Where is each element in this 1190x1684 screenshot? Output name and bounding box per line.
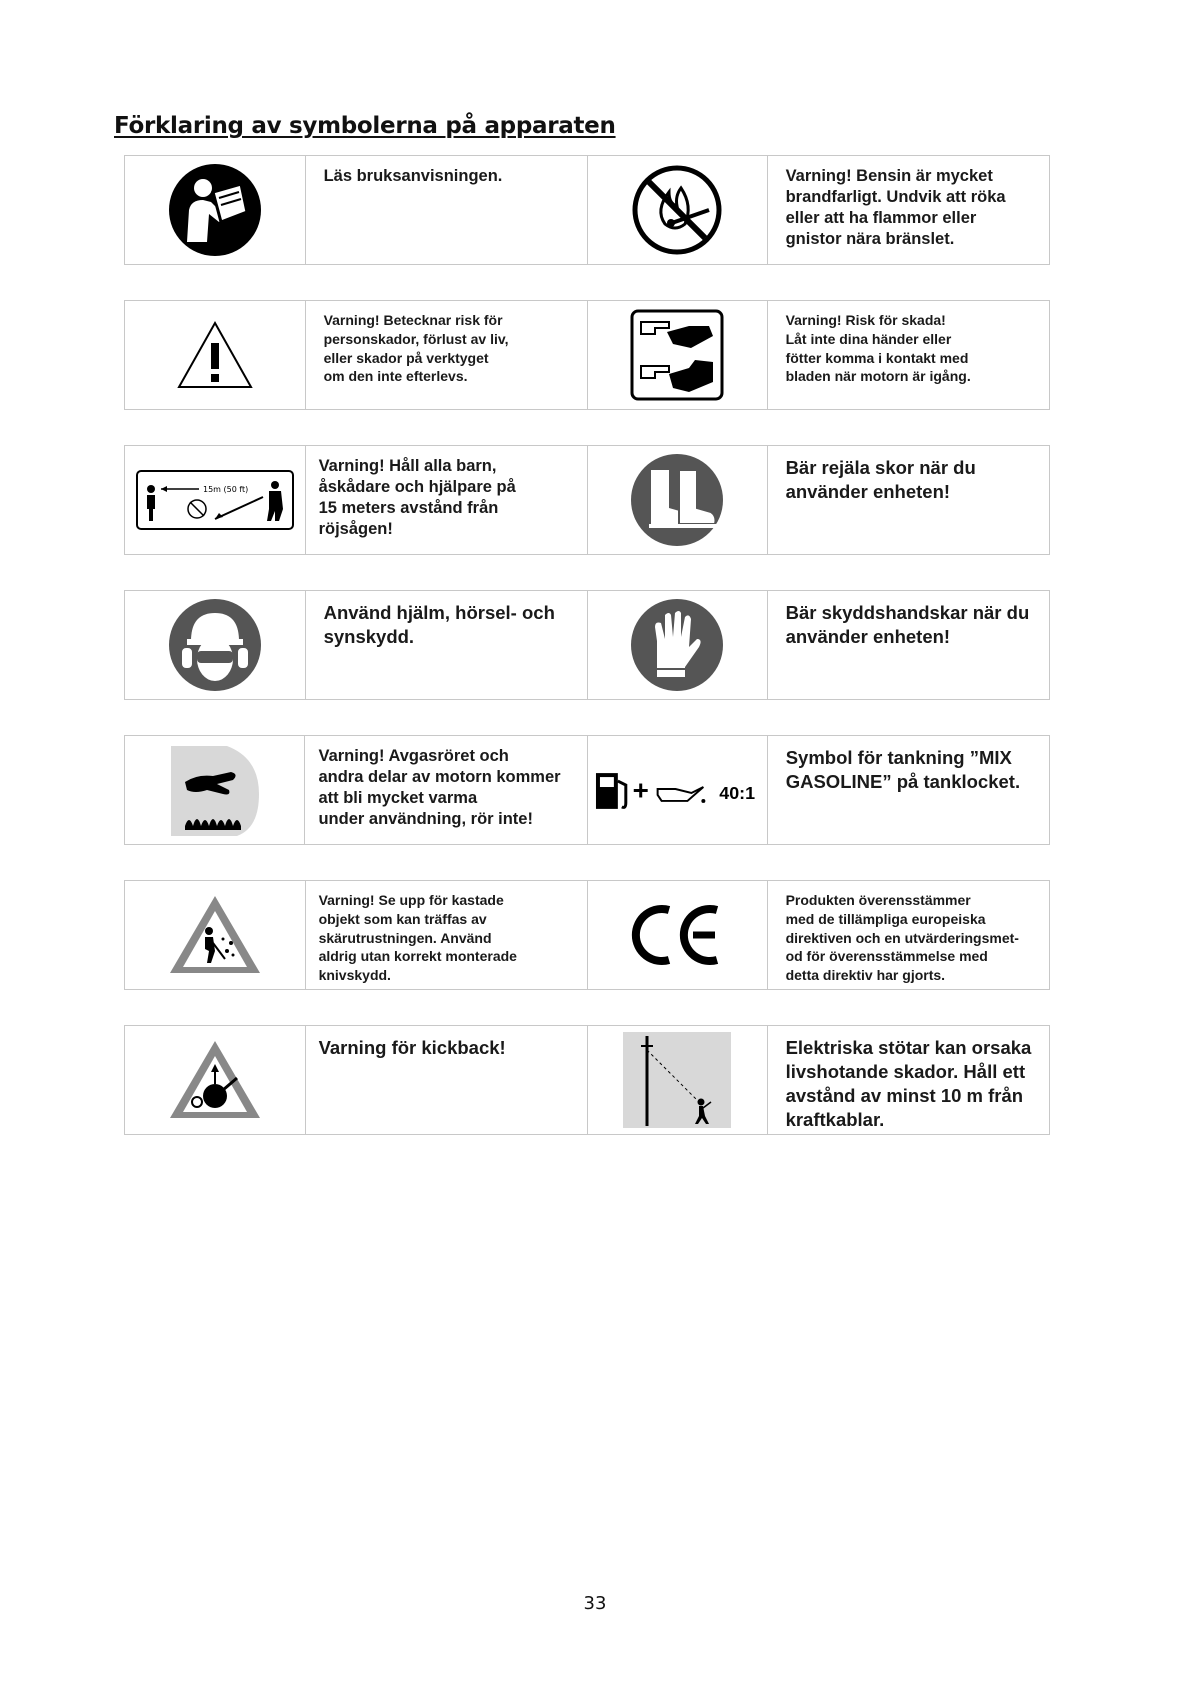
symbol-row — [124, 155, 1050, 265]
hot-surface-icon — [125, 736, 305, 844]
symbol-description: Bär skyddshandskar när du använder enheten! — [785, 602, 1030, 648]
symbol-description: Läs bruksanvisningen. — [323, 167, 503, 185]
symbol-description: Varning! Risk för skada! Låt inte dina händer eller fötter komma i kontakt med bladen när motorn är igång. — [785, 312, 971, 385]
symbol-description: Varning för kickback! — [318, 1037, 506, 1058]
symbol-description: Varning! Håll alla barn, åskådare och hjälpare på 15 meters avstånd från röjsågen! — [318, 457, 516, 538]
symbol-row — [124, 300, 1050, 410]
helmet-ear-eye-protection-icon — [125, 591, 306, 699]
symbol-description: Använd hjälm, hörsel- och synskydd. — [323, 602, 555, 648]
power-line-icon — [587, 1026, 768, 1134]
mix-ratio: 40:1 — [718, 782, 755, 803]
page-title: Förklaring av symbolerna på apparaten — [114, 113, 616, 139]
symbol-description: Varning! Avgasröret och andra delar av motorn kommer att bli mycket varma under användning, rör inte! — [318, 747, 561, 828]
symbol-description: Varning! Bensin är mycket brandfarligt. Undvik att röka eller att ha flammor eller gnistor nära bränslet. — [785, 167, 1006, 248]
symbol-row — [124, 590, 1050, 700]
thrown-objects-icon — [125, 881, 306, 989]
page-number: 33 — [583, 1593, 607, 1614]
distance-15m-icon — [125, 446, 306, 554]
read-manual-icon — [125, 156, 306, 264]
symbol-description: Produkten överensstämmer med de tillämpliga europeiska direktiven och en utvärderingsmet- od för överensstämmelse med detta direktiv har gjorts. — [785, 892, 1019, 983]
symbol-row — [124, 445, 1050, 555]
symbol-description: Varning! Betecknar risk för personskador, förlust av liv, eller skador på verktyget om den inte efterlevs. — [323, 312, 509, 385]
gloves-icon — [587, 591, 768, 699]
distance-label: 15m (50 ft) — [202, 485, 249, 494]
symbol-row — [124, 1025, 1050, 1135]
symbol-row — [124, 735, 1050, 845]
fuel-mix-icon — [587, 736, 768, 844]
no-fire-icon — [587, 156, 768, 264]
symbol-description: Bär rejäla skor när du använder enheten! — [785, 457, 976, 503]
kickback-icon — [125, 1026, 306, 1134]
ce-mark-icon — [587, 881, 768, 989]
symbol-description: Elektriska stötar kan orsaka livshotande skador. Håll ett avstånd av minst 10 m från kraftkablar. — [785, 1037, 1032, 1131]
symbol-description: Varning! Se upp för kastade objekt som kan träffas av skärutrustningen. Använd aldrig utan korrekt monterade knivskydd. — [318, 892, 517, 983]
warning-triangle-icon — [125, 301, 306, 409]
safety-boots-icon — [587, 446, 768, 554]
symbol-row — [124, 880, 1050, 990]
symbol-description: Symbol för tankning ”MIX GASOLINE” på tanklocket. — [785, 747, 1021, 793]
hand-foot-blade-icon — [587, 301, 768, 409]
